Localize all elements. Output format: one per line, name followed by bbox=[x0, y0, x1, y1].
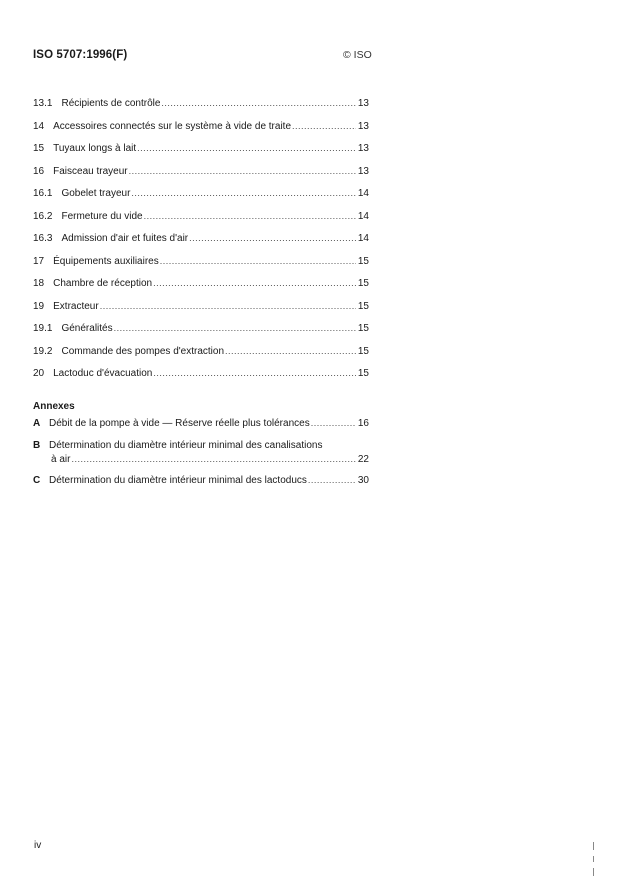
toc-dot-leader bbox=[114, 323, 356, 333]
toc-entry[interactable] bbox=[33, 166, 369, 189]
toc-dot-leader bbox=[153, 368, 356, 378]
toc-entry-title: Généralités bbox=[61, 323, 113, 334]
copyright-mark: © ISO bbox=[343, 49, 372, 61]
toc-entry-number: 16.2 bbox=[33, 210, 53, 222]
toc-entry-title: Récipients de contrôle bbox=[61, 98, 161, 109]
document-standard-id: ISO 5707:1996(F) bbox=[33, 49, 128, 61]
toc-entry-number: 18 bbox=[33, 278, 45, 289]
annex-page: 16 bbox=[357, 418, 369, 429]
annex-entry[interactable] bbox=[33, 418, 369, 440]
toc-entry-number: 15 bbox=[33, 143, 45, 154]
toc-entry-number: 17 bbox=[33, 255, 45, 267]
toc-entry[interactable] bbox=[33, 233, 369, 256]
toc-entry-number: 19.2 bbox=[33, 345, 53, 357]
annex-title: Détermination du diamètre intérieur minimal des lactoducs bbox=[49, 475, 307, 486]
toc-entry-page: 15 bbox=[357, 300, 369, 312]
toc-dot-leader bbox=[129, 166, 356, 176]
toc-entry-page: 14 bbox=[357, 188, 369, 199]
page-number: iv bbox=[34, 840, 42, 851]
toc-dot-leader bbox=[71, 454, 356, 464]
toc-entry-number: 14 bbox=[33, 120, 45, 132]
toc-entry-number: 19.1 bbox=[33, 323, 53, 334]
toc-entry[interactable] bbox=[33, 211, 369, 234]
toc-entry[interactable] bbox=[33, 98, 369, 121]
annex-entry[interactable] bbox=[33, 475, 369, 497]
toc-entry-page: 14 bbox=[357, 210, 369, 222]
toc-entry-number: 20 bbox=[33, 368, 45, 379]
toc-entry-title: Chambre de réception bbox=[53, 278, 153, 289]
annex-list bbox=[33, 418, 369, 497]
toc-entry-page: 15 bbox=[357, 345, 369, 357]
toc-entry-page: 14 bbox=[357, 233, 369, 244]
toc-dot-leader bbox=[144, 211, 356, 221]
table-of-contents bbox=[33, 98, 369, 391]
annex-page: 30 bbox=[357, 475, 369, 486]
toc-entry-page: 13 bbox=[357, 120, 369, 132]
annex-title: Débit de la pompe à vide — Réserve réelle plus tolérances bbox=[49, 418, 310, 429]
toc-entry-page: 15 bbox=[357, 323, 369, 334]
annex-title-continuation: à air bbox=[51, 454, 71, 465]
annex-letter: A bbox=[33, 418, 41, 429]
toc-dot-leader bbox=[225, 346, 356, 356]
toc-entry[interactable] bbox=[33, 368, 369, 391]
toc-entry-number: 13.1 bbox=[33, 98, 53, 109]
annex-entry[interactable] bbox=[33, 440, 369, 468]
toc-entry-title: Extracteur bbox=[53, 300, 99, 312]
toc-entry-page: 13 bbox=[357, 98, 369, 109]
toc-entry-title: Équipements auxiliaires bbox=[53, 255, 159, 267]
toc-entry-title: Commande des pompes d'extraction bbox=[61, 345, 225, 357]
toc-entry-number: 16.3 bbox=[33, 233, 53, 244]
toc-dot-leader bbox=[131, 188, 356, 198]
toc-dot-leader bbox=[100, 301, 356, 311]
toc-entry[interactable] bbox=[33, 143, 369, 166]
toc-entry-page: 15 bbox=[357, 368, 369, 379]
toc-dot-leader bbox=[292, 121, 356, 131]
toc-entry[interactable] bbox=[33, 121, 369, 144]
toc-entry[interactable] bbox=[33, 278, 369, 301]
toc-entry-title: Accessoires connectés sur le système à vide de traite bbox=[53, 120, 292, 132]
annexes-heading: Annexes bbox=[33, 401, 75, 412]
toc-entry-title: Admission d'air et fuites d'air bbox=[61, 233, 189, 244]
toc-entry[interactable] bbox=[33, 301, 369, 324]
toc-entry-number: 16 bbox=[33, 165, 45, 177]
toc-entry-title: Tuyaux longs à lait bbox=[53, 143, 137, 154]
annex-title: Détermination du diamètre intérieur minimal des canalisations bbox=[49, 440, 323, 451]
toc-entry-number: 19 bbox=[33, 300, 45, 312]
toc-dot-leader bbox=[308, 475, 356, 485]
toc-entry-page: 13 bbox=[357, 165, 369, 177]
scan-edge-mark bbox=[593, 842, 594, 850]
toc-dot-leader bbox=[137, 143, 356, 153]
toc-dot-leader bbox=[160, 256, 356, 266]
toc-dot-leader bbox=[311, 418, 356, 428]
toc-dot-leader bbox=[189, 233, 356, 243]
toc-entry[interactable] bbox=[33, 323, 369, 346]
toc-entry-title: Lactoduc d'évacuation bbox=[53, 368, 153, 379]
toc-entry-page: 15 bbox=[357, 255, 369, 267]
toc-entry-title: Faisceau trayeur bbox=[53, 165, 128, 177]
toc-entry[interactable] bbox=[33, 188, 369, 211]
toc-dot-leader bbox=[153, 278, 356, 288]
toc-entry[interactable] bbox=[33, 346, 369, 369]
toc-dot-leader bbox=[161, 98, 356, 108]
toc-entry-page: 13 bbox=[357, 143, 369, 154]
toc-entry-number: 16.1 bbox=[33, 188, 53, 199]
annex-letter: C bbox=[33, 475, 41, 486]
annex-page: 22 bbox=[357, 454, 369, 465]
toc-entry-title: Fermeture du vide bbox=[61, 210, 143, 222]
toc-entry-page: 15 bbox=[357, 278, 369, 289]
scan-edge-mark bbox=[593, 856, 594, 862]
toc-entry[interactable] bbox=[33, 256, 369, 279]
toc-entry-title: Gobelet trayeur bbox=[61, 188, 131, 199]
annex-letter: B bbox=[33, 440, 41, 451]
scan-edge-mark bbox=[593, 868, 594, 876]
